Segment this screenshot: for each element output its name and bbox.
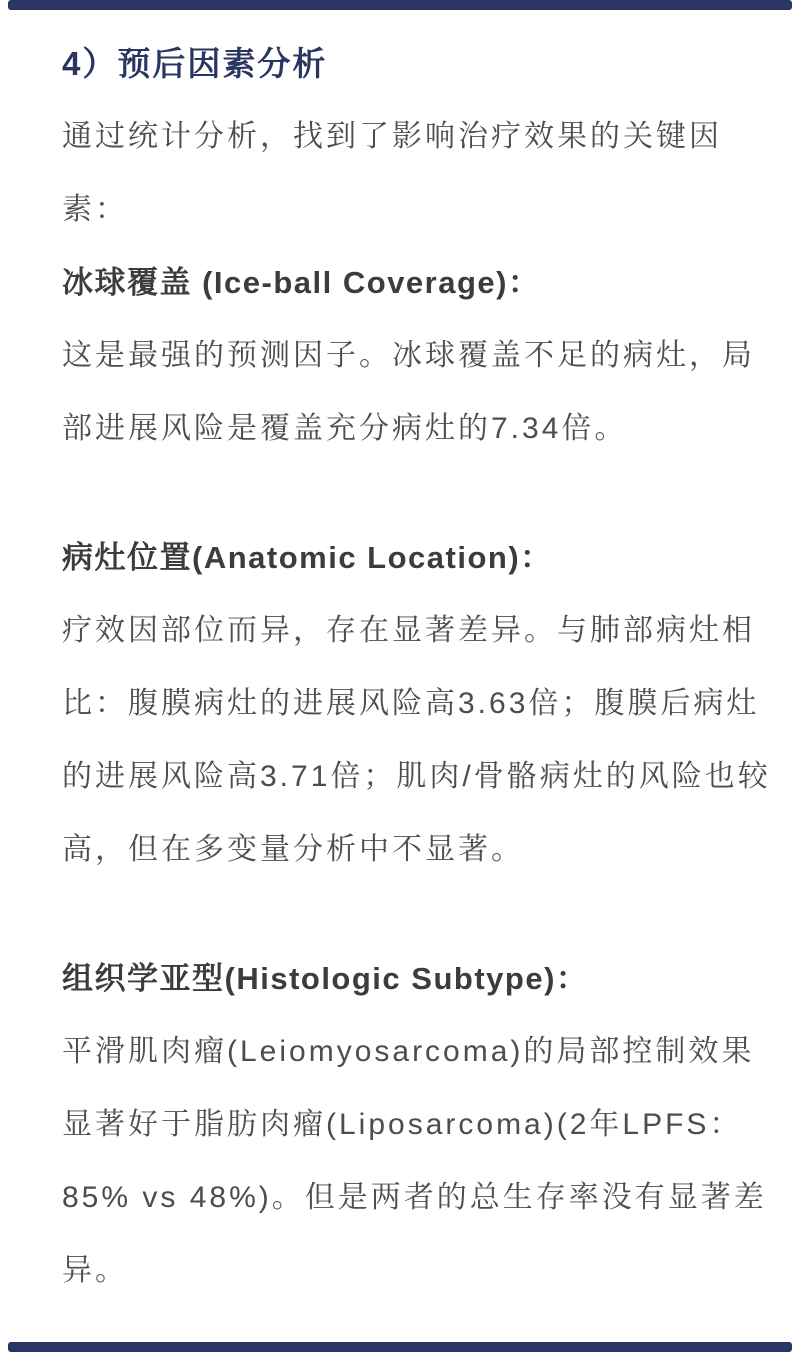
paragraph-line: 部进展风险是覆盖充分病灶的7.34倍。 (62, 412, 628, 445)
paragraph-line: 这是最强的预测因子。冰球覆盖不足的病灶，局 (62, 339, 755, 372)
bottom-edge-bar (8, 1342, 792, 1352)
section-anatomic-location (62, 521, 771, 886)
top-edge-bar (8, 0, 792, 10)
paragraph-line: 85% vs 48%)。但是两者的总生存率没有显著差 (62, 1181, 767, 1214)
section-iceball-coverage (62, 246, 760, 465)
subsection-heading: 冰球覆盖 (Ice-ball Coverage)： (62, 265, 541, 300)
intro-paragraph (62, 100, 760, 246)
paragraph-line: 高，但在多变量分析中不显著。 (62, 833, 524, 866)
section-histologic-subtype (62, 942, 767, 1307)
paragraph-line: 的进展风险高3.71倍；肌肉/骨骼病灶的风险也较 (62, 760, 771, 793)
subsection-heading: 组织学亚型(Histologic Subtype)： (62, 961, 589, 996)
section-title: 4）预后因素分析 (62, 45, 328, 82)
paragraph-line: 通过统计分析，找到了影响治疗效果的关键因 (62, 120, 722, 153)
subsection-heading: 病灶位置(Anatomic Location)： (62, 540, 553, 575)
paragraph-line: 异。 (62, 1254, 128, 1287)
paragraph-line: 疗效因部位而异，存在显著差异。与肺部病灶相 (62, 614, 755, 647)
paragraph-line: 比：腹膜病灶的进展风险高3.63倍；腹膜后病灶 (62, 687, 760, 720)
paragraph-line: 平滑肌肉瘤(Leiomyosarcoma)的局部控制效果 (62, 1035, 755, 1068)
paragraph-line: 显著好于脂肪肉瘤(Liposarcoma)(2年LPFS： (62, 1108, 743, 1141)
paragraph-line: 素： (62, 193, 128, 226)
